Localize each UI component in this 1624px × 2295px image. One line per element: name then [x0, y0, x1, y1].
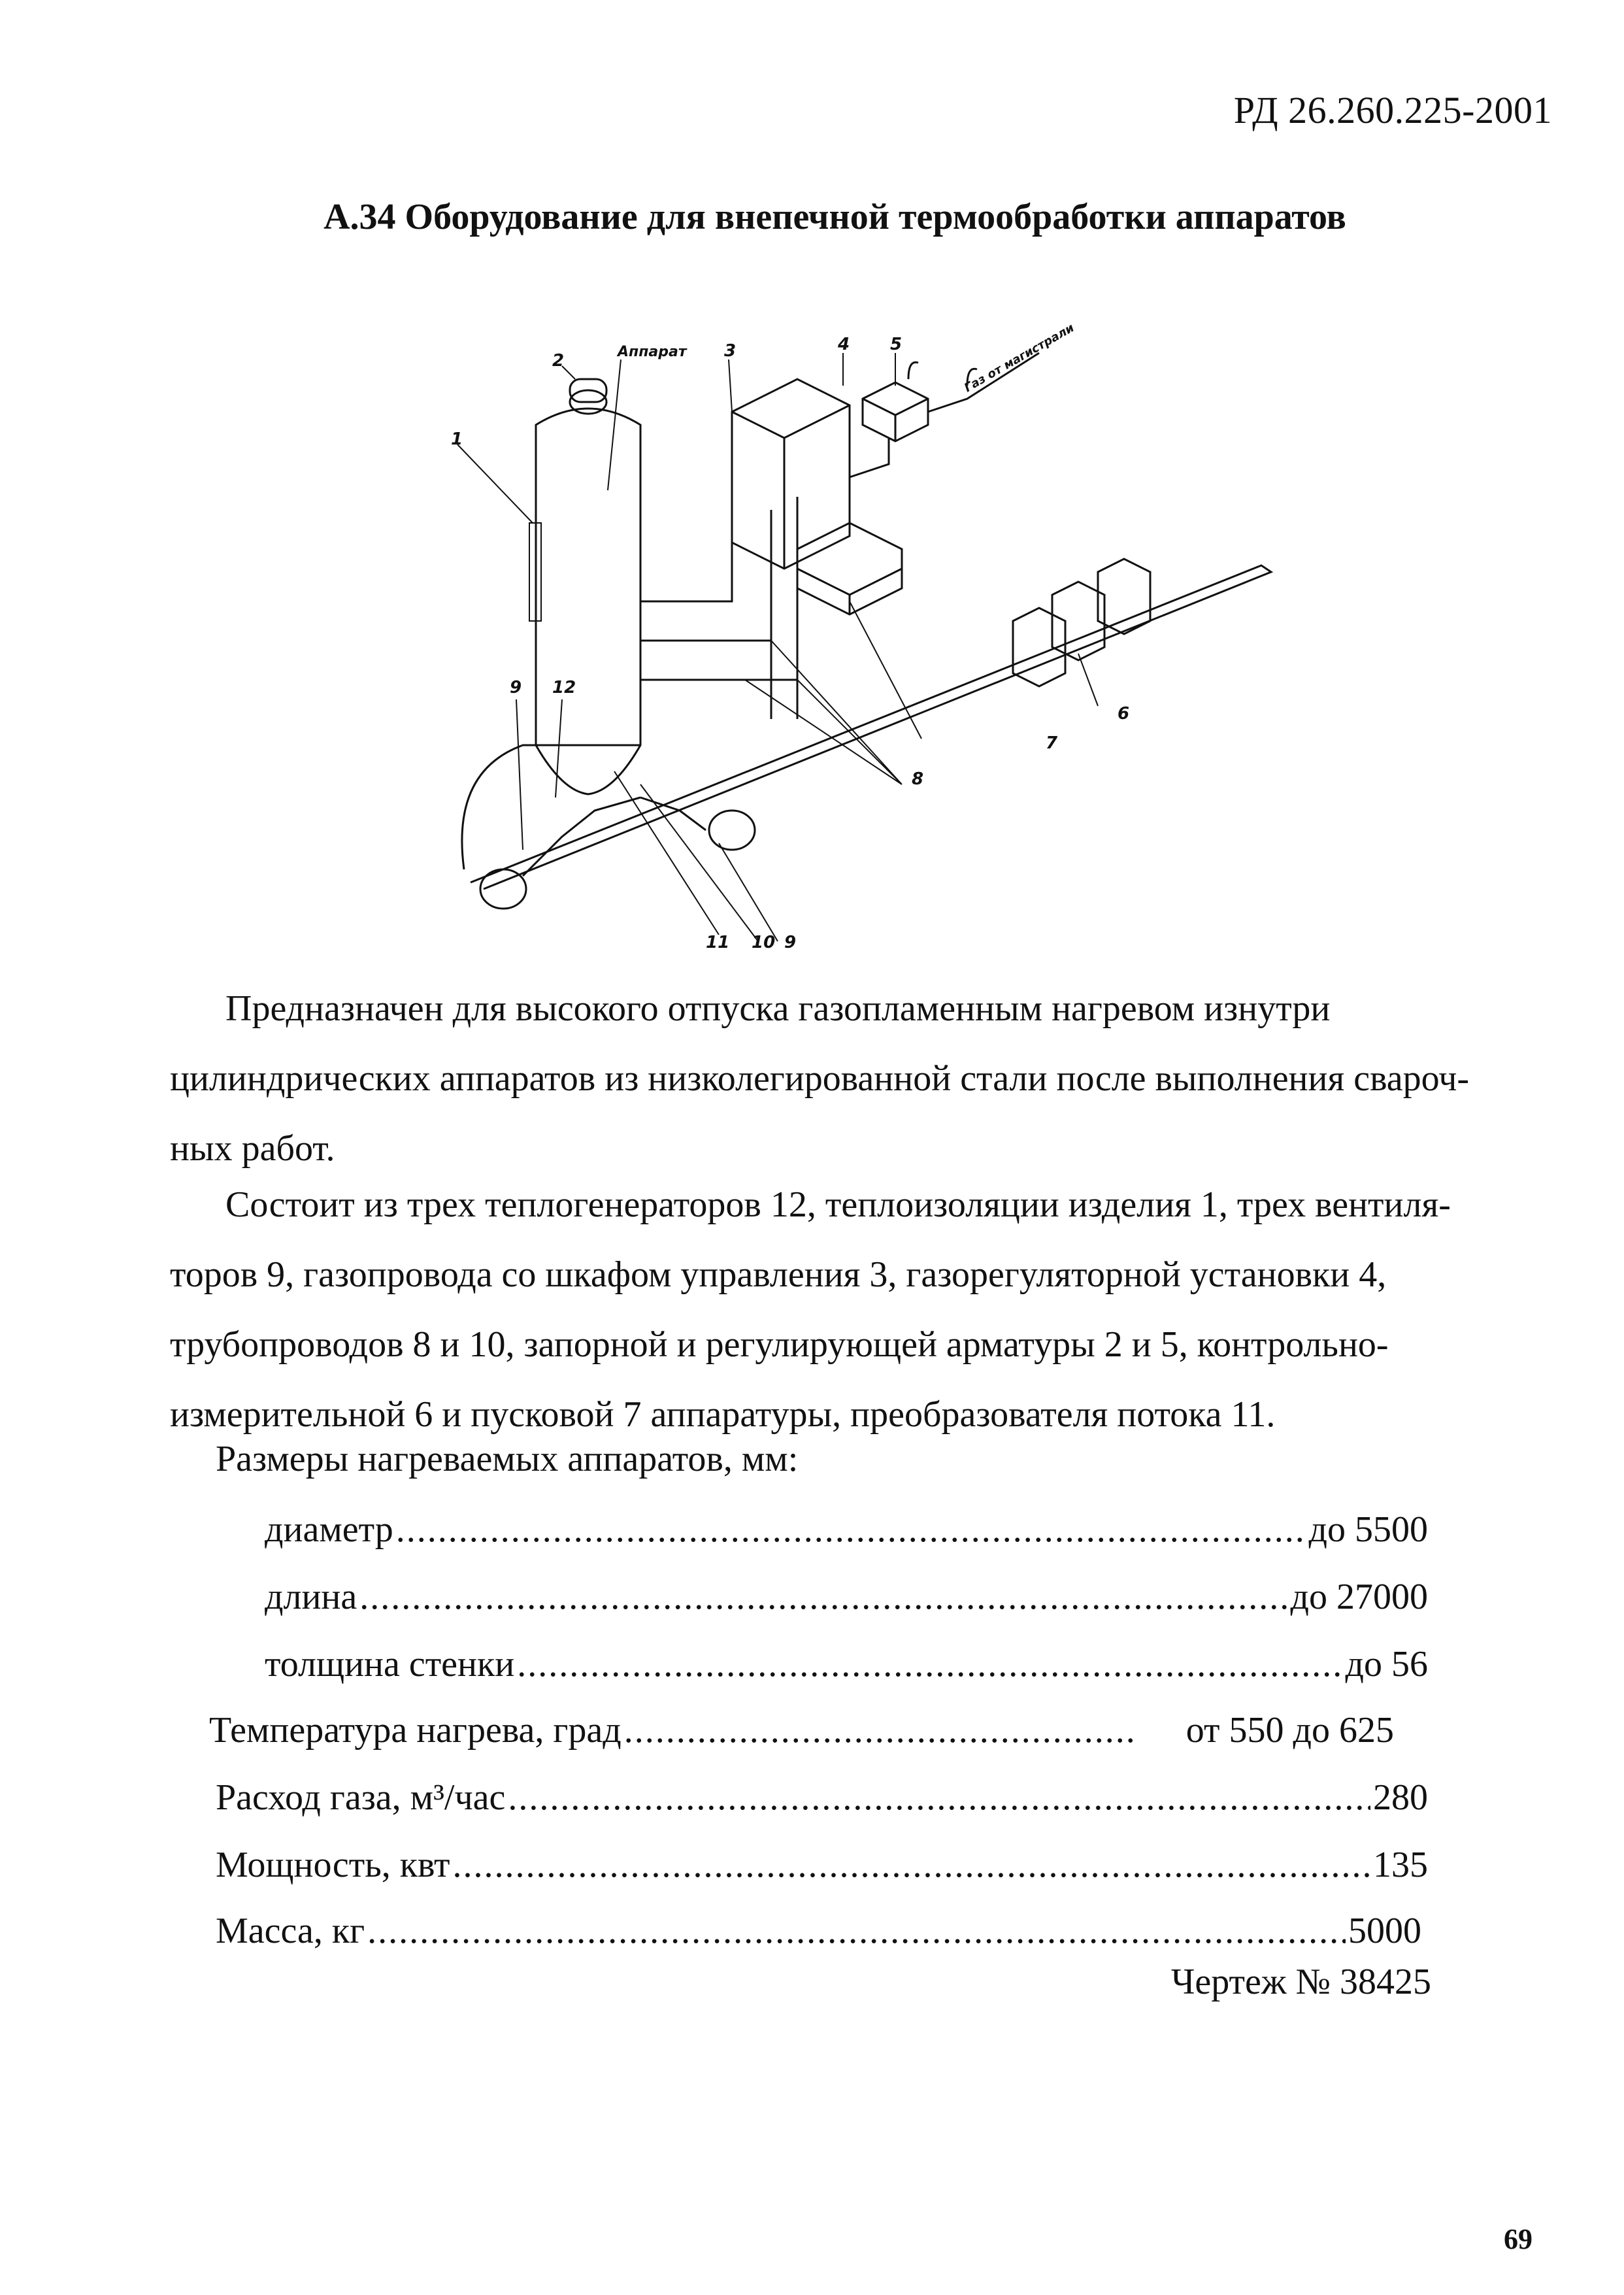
figure-label-11: 11 [706, 933, 730, 952]
leader-dots [396, 1497, 1306, 1562]
spec-row-power [216, 1832, 1428, 1898]
spec-value: до 27000 [1290, 1577, 1428, 1617]
purpose-paragraph [170, 974, 1510, 1184]
spec-label: длина [265, 1577, 357, 1617]
gas-pipe [850, 353, 1039, 477]
figure-label-6: 6 [1118, 704, 1130, 724]
leader-dots [359, 1564, 1287, 1630]
figure-label-1: 1 [451, 429, 463, 449]
figure-label-apparatus: Аппарат [618, 344, 687, 360]
figure-label-5: 5 [890, 335, 903, 354]
page-number: 69 [1504, 2223, 1533, 2255]
paragraph-line: цилиндрических аппаратов из низколегированной стали после выполнения свароч- [170, 1058, 1470, 1099]
pipelines-8 [640, 497, 797, 680]
spec-row-mass [216, 1898, 1421, 1964]
spec-label: толщина стенки [265, 1644, 515, 1684]
spec-value: 5000 [1348, 1911, 1421, 1951]
spec-row-length [265, 1564, 1428, 1630]
equipment-schematic [392, 314, 1340, 980]
specs-header: Размеры нагреваемых аппаратов, мм: [216, 1439, 799, 1479]
figure-label-8: 8 [912, 769, 924, 789]
figure-label-3: 3 [724, 341, 737, 361]
leader-dots [452, 1832, 1370, 1898]
paragraph-line: торов 9, газопровода со шкафом управления 3, газорегуляторной установки 4, [170, 1254, 1387, 1295]
figure-label-7: 7 [1046, 733, 1058, 753]
section-title: А.34 Оборудование для внепечной термообработки аппаратов [323, 197, 1346, 237]
spec-label: диаметр [265, 1509, 393, 1550]
heater-right [640, 797, 706, 830]
gas-regulator [863, 382, 928, 441]
spec-value: 280 [1373, 1777, 1428, 1818]
spec-value: 135 [1373, 1845, 1428, 1885]
leader-lines [457, 353, 895, 562]
figure-label-2: 2 [552, 351, 565, 371]
spec-row-gas-flow [216, 1765, 1428, 1830]
paragraph-line: ных работ. [170, 1128, 335, 1169]
spec-label: Температура нагрева, град [209, 1710, 621, 1751]
paragraph-line: Предназначен для высокого отпуска газопламенным нагревом изнутри [225, 988, 1331, 1029]
spec-row-wall-thickness [265, 1632, 1428, 1697]
figure-label-10: 10 [752, 933, 776, 952]
leader-dots [517, 1632, 1342, 1697]
leader-lines-bottom [614, 771, 778, 941]
paragraph-line: измерительной 6 и пусковой 7 аппаратуры, преобразователя потока 11. [170, 1394, 1276, 1435]
figure-label-9-left: 9 [510, 678, 522, 697]
fan-left [480, 869, 526, 909]
spec-label: Мощность, квт [216, 1845, 450, 1885]
leader-dots [508, 1765, 1370, 1830]
paragraph-line: Состоит из трех теплогенераторов 12, теплоизоляции изделия 1, трех вентиля- [225, 1184, 1451, 1225]
spec-row-temperature [209, 1698, 1428, 1763]
equipment-figure [392, 314, 1340, 980]
figure-label-4: 4 [838, 335, 850, 354]
spec-row-diameter [265, 1497, 1428, 1562]
spec-label: Расход газа, м³/час [216, 1777, 506, 1818]
heater-left [523, 797, 640, 876]
control-cabinet [732, 379, 850, 569]
figure-label-gas: Газ от магистрали [962, 321, 1077, 395]
figure-label-9-right: 9 [784, 933, 797, 952]
spec-value: до 5500 [1308, 1509, 1428, 1550]
vessel-body [536, 409, 640, 794]
paragraph-line: трубопроводов 8 и 10, запорной и регулирующей арматуры 2 и 5, контрольно- [170, 1324, 1389, 1365]
spec-value: до 56 [1345, 1644, 1428, 1684]
composition-paragraph [170, 1170, 1510, 1450]
leader-dots [624, 1698, 1134, 1763]
measure-box-2 [1052, 582, 1104, 660]
leader-dots [367, 1898, 1346, 1964]
figure-label-12: 12 [552, 678, 576, 697]
document-code: РД 26.260.225-2001 [1233, 89, 1552, 131]
drawing-number: Чертеж № 38425 [1171, 1962, 1431, 2002]
fan-right [709, 811, 755, 850]
spec-label: Масса, кг [216, 1911, 365, 1951]
spec-value: от 550 до 625 [1185, 1710, 1394, 1751]
